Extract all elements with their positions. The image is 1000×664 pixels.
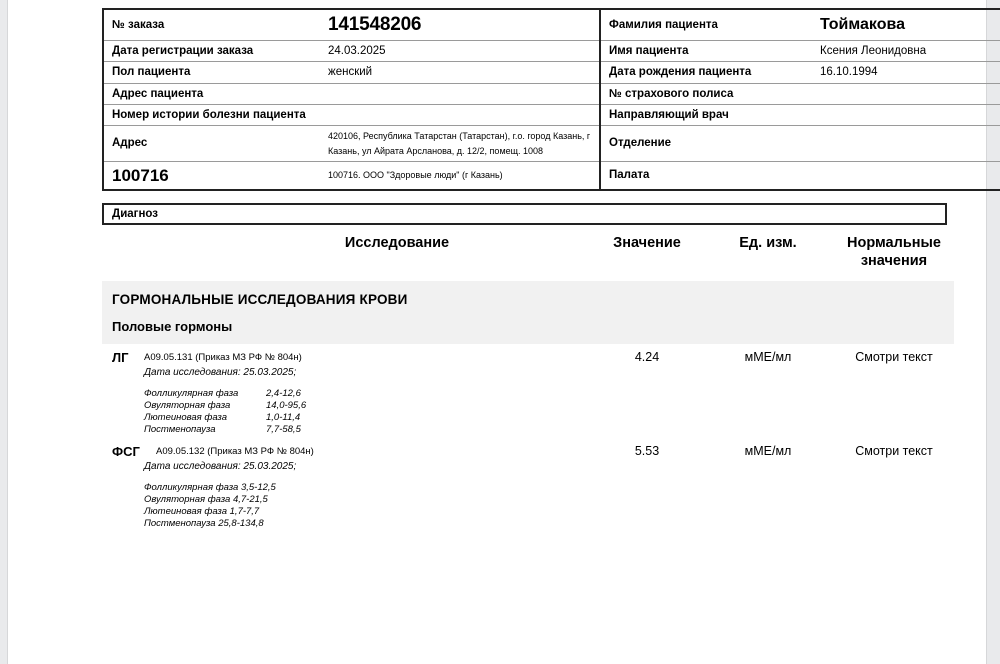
table-row [103, 62, 1000, 83]
range-phase-value: 2,4-12,6 [266, 388, 301, 399]
range-phase-name: Постменопауза [144, 518, 216, 530]
table-row [103, 83, 1000, 104]
label-text: Номер истории болезни пациента [112, 108, 306, 121]
case-history-number-value [320, 104, 600, 125]
value-text: Ксения Леонидовна [820, 44, 927, 57]
patient-surname-label [600, 9, 812, 40]
patient-birthdate-label [600, 62, 812, 83]
column-header-test: Исследование [344, 235, 450, 251]
range-phase-value: 4,7-21,5 [232, 494, 268, 506]
range-phase-name: Постменопауза [144, 424, 216, 436]
patient-firstname-value [812, 40, 1000, 61]
range-phase-name: Фолликулярная фаза [144, 482, 239, 493]
reference-range-item [144, 506, 276, 518]
reference-range-item [144, 424, 306, 436]
analyte-reference-ranges [144, 482, 276, 531]
clinic-address-value [320, 126, 600, 162]
reference-range-item [144, 400, 306, 412]
label-text: № страхового полиса [609, 87, 734, 100]
patient-sex-value [320, 62, 600, 83]
value-text: 141548206 [328, 14, 422, 35]
analyte-normal-range: Смотри текст [855, 350, 933, 364]
range-phase-name: Овуляторная фаза [144, 494, 231, 506]
value-text: Тоймакова [820, 15, 905, 33]
analyte-oms-code: А09.05.131 (Приказ МЗ РФ № 804н) [144, 352, 302, 363]
label-text: Пол пациента [112, 66, 191, 79]
ward-label [600, 162, 812, 191]
patient-firstname-label [600, 40, 812, 61]
range-phase-value: 1,0-11,4 [266, 412, 301, 424]
patient-sex-label [103, 62, 320, 83]
range-phase-name: Овуляторная фаза [144, 400, 231, 412]
range-phase-name: Лютеиновая фаза [144, 506, 227, 518]
order-number-value [320, 9, 600, 40]
range-phase-value: 14,0-95,6 [266, 400, 307, 412]
results-column-headers [102, 232, 954, 276]
label-text: Фамилия пациента [609, 18, 718, 31]
column-header-unit: Ед. изм. [739, 235, 797, 251]
clinic-address-label [103, 126, 320, 162]
reference-range-item [144, 388, 306, 400]
analyte-row-lh [102, 350, 954, 442]
reference-range-item [144, 518, 276, 530]
analyte-code: ЛГ [112, 350, 129, 365]
referring-doctor-value [812, 104, 1000, 125]
analyte-oms-code: А09.05.132 (Приказ МЗ РФ № 804н) [156, 446, 314, 457]
reference-range-item [144, 412, 306, 424]
table-row [103, 126, 1000, 162]
reference-range-item [144, 494, 276, 506]
table-row [103, 40, 1000, 61]
reference-range-item [144, 482, 276, 494]
table-row [103, 162, 1000, 191]
value-text: женский [328, 66, 373, 79]
document-page [8, 0, 986, 664]
normal-range-line2: значения [860, 253, 928, 270]
ward-value [812, 162, 1000, 191]
analyte-normal-range: Смотри текст [855, 444, 933, 458]
patient-info-table [102, 8, 1000, 191]
case-history-number-label [103, 104, 320, 125]
label-text: Направляющий врач [609, 108, 729, 121]
analyte-value: 5.53 [634, 444, 660, 458]
range-phase-value: 25,8-134,8 [218, 518, 264, 530]
patient-address-label [103, 83, 320, 104]
analyte-unit: мМЕ/мл [744, 444, 792, 458]
analyte-unit: мМЕ/мл [744, 350, 792, 364]
analyte-code: ФСГ [112, 444, 140, 459]
value-text: 420106, Республика Татарстан (Татарстан), г.о. город Казань, г Казань, ул Айрата Арсланова, д. 12/2, помещ. 1008 [328, 131, 591, 156]
analyte-row-fsh [102, 444, 954, 536]
label-text: Адрес пациента [112, 87, 204, 100]
label-text: Дата регистрации заказа [112, 44, 254, 57]
normal-range-line1: Нормальные [847, 235, 941, 251]
department-value [812, 126, 1000, 162]
clinic-code-value [320, 162, 600, 191]
insurance-policy-value [812, 83, 1000, 104]
label-text: Отделение [609, 137, 672, 150]
value-text: 16.10.1994 [820, 66, 878, 79]
label-text: 100716 [112, 166, 169, 185]
analyte-value: 4.24 [634, 350, 660, 364]
analyte-test-date: Дата исследования: 25.03.2025; [144, 367, 297, 378]
label-text: Дата рождения пациента [609, 66, 752, 79]
analyte-reference-ranges [144, 388, 306, 437]
range-phase-value: 3,5-12,5 [240, 482, 276, 493]
patient-surname-value [812, 9, 1000, 40]
clinic-code-label [103, 162, 320, 191]
insurance-policy-label [600, 83, 812, 104]
subsection-title: Половые гормоны [112, 319, 233, 334]
label-text: Имя пациента [609, 44, 689, 57]
range-phase-name: Фолликулярная фаза [144, 388, 239, 399]
table-row [103, 104, 1000, 125]
section-title: ГОРМОНАЛЬНЫЕ ИССЛЕДОВАНИЯ КРОВИ [112, 292, 408, 307]
order-number-label [103, 9, 320, 40]
column-header-normal-range [814, 234, 974, 270]
patient-address-value [320, 83, 600, 104]
analyte-test-date: Дата исследования: 25.03.2025; [144, 461, 297, 472]
diagnosis-label: Диагноз [112, 208, 158, 220]
range-phase-name: Лютеиновая фаза [144, 412, 227, 424]
label-text: Адрес [112, 137, 148, 150]
department-label [600, 126, 812, 162]
table-row [103, 9, 1000, 40]
label-text: № заказа [112, 18, 165, 31]
section-band [102, 281, 954, 344]
value-text: 100716. ООО "Здоровые люди" (г Казань) [328, 170, 503, 181]
range-phase-value: 7,7-58,5 [266, 424, 301, 436]
registration-date-value [320, 40, 600, 61]
range-phase-value: 1,7-7,7 [229, 506, 260, 518]
registration-date-label [103, 40, 320, 61]
referring-doctor-label [600, 104, 812, 125]
column-header-value: Значение [613, 235, 681, 251]
patient-birthdate-value [812, 62, 1000, 83]
label-text: Палата [609, 169, 650, 182]
diagnosis-box [102, 203, 947, 225]
value-text: 24.03.2025 [328, 44, 386, 57]
